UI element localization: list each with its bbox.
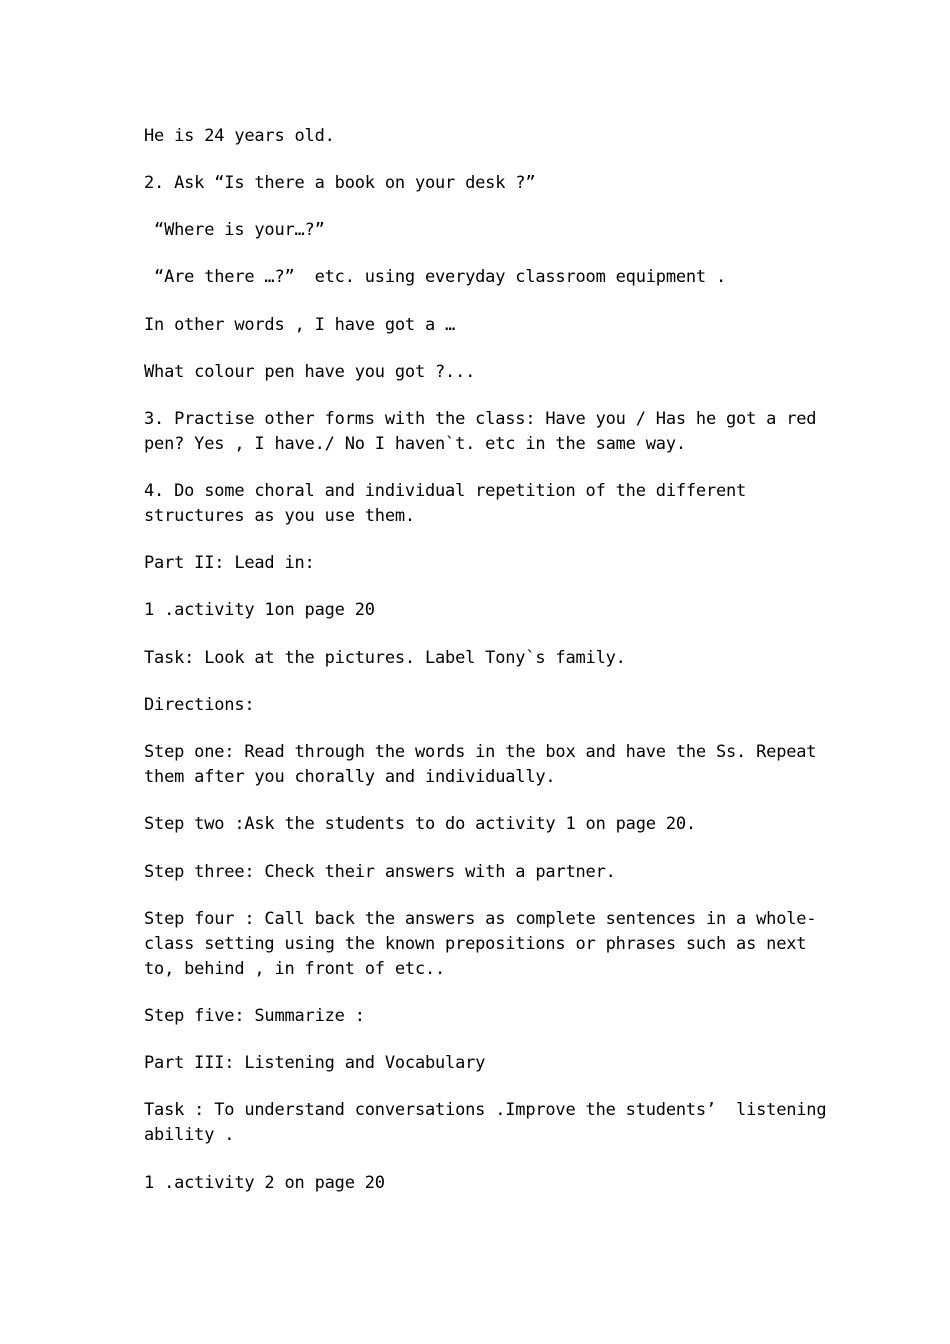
text-line: structures as you use them. [144, 506, 415, 526]
text-line: Step two :Ask the students to do activity 1 on page 20. [144, 814, 696, 834]
paragraph-step-two [144, 812, 696, 837]
paragraph-step-one [144, 740, 816, 790]
heading-part-2 [144, 551, 315, 576]
paragraph-are-there [144, 265, 726, 290]
paragraph-step-five [144, 1004, 365, 1029]
text-line: 1 .activity 2 on page 20 [144, 1173, 385, 1193]
paragraph-step-4-repetition [144, 479, 746, 529]
paragraph-where-is [144, 218, 325, 243]
paragraph-activity-1 [144, 598, 375, 623]
text-line: Step four : Call back the answers as complete sentences in a whole- [144, 909, 817, 929]
text-line: pen? Yes , I have./ No I haven`t. etc in the same way. [144, 434, 686, 454]
paragraph-step-2-ask [144, 171, 535, 196]
paragraph-step-four [144, 907, 816, 982]
text-line: In other words , I have got a … [144, 315, 456, 335]
text-line: Part II: Lead in: [144, 553, 315, 573]
heading-directions [144, 693, 254, 718]
text-line: Task : To understand conversations .Improve the students’ listening [144, 1100, 827, 1120]
text-line: class setting using the known prepositions or phrases such as next [144, 934, 807, 954]
heading-part-3 [144, 1051, 485, 1076]
text-line: Step three: Check their answers with a partner. [144, 862, 616, 882]
text-line: Task: Look at the pictures. Label Tony`s family. [144, 648, 626, 668]
paragraph-task-label [144, 646, 626, 671]
text-line: 1 .activity 1on page 20 [144, 600, 375, 620]
text-line: Directions: [144, 695, 255, 715]
text-line: Part III: Listening and Vocabulary [144, 1053, 486, 1073]
text-line: Step one: Read through the words in the box and have the Ss. Repeat [144, 742, 817, 762]
paragraph-step-3-practise [144, 407, 816, 457]
text-line: “Are there …?” etc. using everyday classroom equipment . [144, 267, 727, 287]
text-line: 2. Ask “Is there a book on your desk ?” [144, 173, 536, 193]
paragraph-what-colour [144, 360, 475, 385]
paragraph-task-listening [144, 1098, 826, 1148]
text-line: What colour pen have you got ?... [144, 362, 476, 382]
paragraph-other-words [144, 313, 455, 338]
text-line: Step five: Summarize : [144, 1006, 365, 1026]
paragraph-activity-2 [144, 1171, 385, 1196]
text-line: He is 24 years old. [144, 126, 335, 146]
paragraph-step-three [144, 860, 616, 885]
text-line: “Where is your…?” [144, 220, 325, 240]
text-line: 3. Practise other forms with the class: Have you / Has he got a red [144, 409, 817, 429]
text-line: ability . [144, 1125, 235, 1145]
text-line: 4. Do some choral and individual repetition of the different [144, 481, 747, 501]
paragraph-age [144, 124, 335, 149]
text-line: them after you chorally and individually. [144, 767, 556, 787]
text-line: to, behind , in front of etc.. [144, 959, 446, 979]
